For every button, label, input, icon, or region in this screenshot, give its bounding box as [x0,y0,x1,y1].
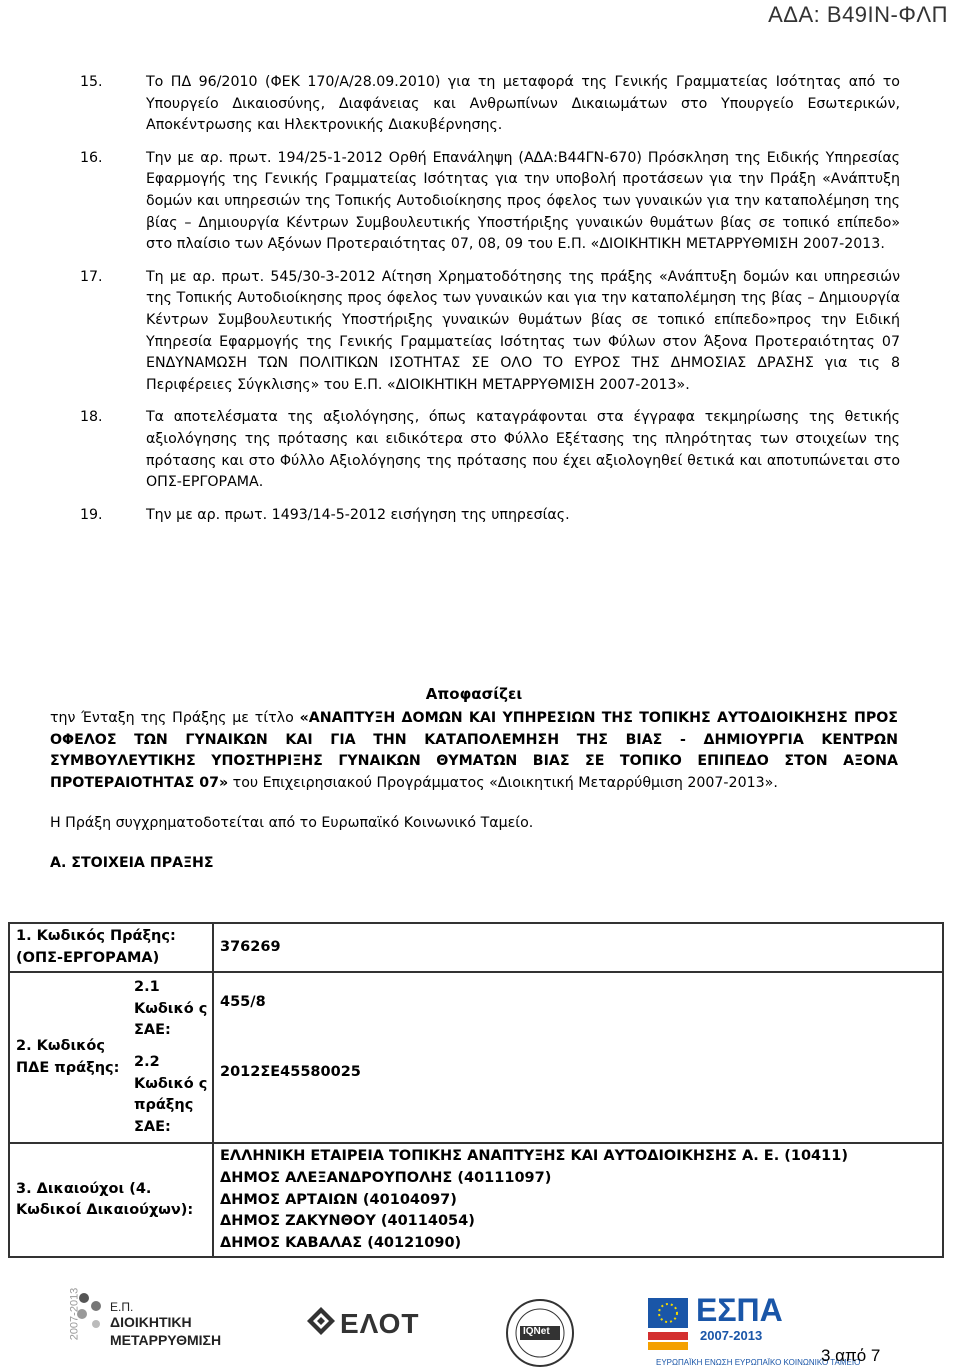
list-item [70,407,900,493]
beneficiary: ΔΗΜΟΣ ΑΡΤΑΙΩΝ (40104097) [220,1191,457,1208]
pde-code-label: 2. Κωδικός ΠΔΕ πράξης: [16,1038,120,1076]
espa-text: ΕΣΠΑ [696,1292,783,1328]
dioikitiki-metarrythmisi-logo [70,1278,270,1368]
item-number: 18. [80,409,103,426]
decision-pre: την Ένταξη της Πράξης με τίτλο [50,709,300,726]
elot-logo [306,1306,420,1340]
elot-emblem-icon [306,1306,336,1336]
action-details-table [8,922,944,1258]
decision-heading: Αποφασίζει [425,685,523,703]
action-code-value: 376269 [213,923,943,972]
item-text: Τα αποτελέσματα της αξιολόγησης, όπως καταγράφονται στα έγγραφα τεκμηρίωσης της θετικής αξιολόγησης της πρότασης και ειδικότερα στο Φύλλο Εξέτασης της πληρότητας των στοιχείων της πρότασης και στο Φύλλο Αξιολόγησης της πρότασης που έχει αξιολογηθεί θετικά και αποτυπώνεται στο ΟΠΣ-ΕΡΓΟΡΑΜΑ. [146,409,900,491]
action-code-label: 1. Κωδικός Πράξης: (ΟΠΣ-ΕΡΓΟΡΑΜΑ) [9,923,213,972]
considerations-list [70,72,900,537]
eu-flag-icon [644,1292,694,1354]
funding-note: Η Πράξη συγχρηματοδοτείται από το Ευρωπαϊκό Κοινωνικό Ταμείο. [50,814,534,831]
decision-body [50,708,898,795]
page-footer [0,1276,960,1372]
item-number: 19. [80,506,103,523]
sae-action-code-value: 2012ΣΕ45580025 [220,1063,361,1080]
dm-years: 2007-2013 [68,1287,81,1341]
page-number: 3 από 7 [821,1346,881,1365]
beneficiaries-label: 3. Δικαιούχοι (4. Κωδικοί Δικαιούχων): [9,1143,213,1257]
action-title: «ΑΝΑΠΤΥΞΗ ΔΟΜΩΝ ΚΑΙ ΥΠΗΡΕΣΙΩΝ ΤΗΣ ΤΟΠΙΚΗΣ ΑΥΤΟΔΙΟΙΚΗΣΗΣ ΠΡΟΣ ΟΦΕΛΟΣ ΤΩΝ ΓΥΝΑΙΚΩΝ ΚΑΙ ΓΙΑ ΤΗΝ ΚΑΤΑΠΟΛΕΜΗΣΗ ΤΗΣ ΒΙΑΣ - ΔΗΜΙΟΥΡΓΙΑ ΚΕΝΤΡΩΝ ΣΥΜΒΟΥΛΕΥΤΙΚΗΣ ΥΠΟΣΤΗΡΙΞΗΣ ΓΥΝΑΙΚΩΝ ΘΥΜΑΤΩΝ ΒΙΑΣ ΣΕ ΤΟΠΙΚΟ ΕΠΙΠΕΔΟ ΣΤΟΝ ΑΞΟΝΑ ΠΡΟΤΕΡΑΙΟΤΗΤΑΣ 07» [50,709,898,792]
item-text: Το ΠΔ 96/2010 (ΦΕΚ 170/Α/28.09.2010) για τη μεταφορά της Γενικής Γραμματείας Ισότητας από το Υπουργείο Δικαιοσύνης, Διαφάνειας και Ανθρωπίνων Δικαιωμάτων στο Υπουργείο Εσωτερικών, Αποκέντρωσης και Ηλεκτρονικής Διακυβέρνησης. [146,74,900,134]
item-text: Τη με αρ. πρωτ. 545/30-3-2012 Αίτηση Χρηματοδότησης της πράξης «Ανάπτυξη δομών και υπηρεσιών της Τοπικής Αυτοδιοίκησης προς όφελος των γυναικών και για την καταπολέμηση της βίας – Δημιουργία Κέντρων Συμβουλευτικής Υποστήριξης γυναικών θυμάτων βίας σε τοπικό επίπεδο»προς την Ειδική Υπηρεσία Εφαρμογής της Γενικής Γραμματείας Ισότητας των Φύλων στον Άξονα Προτεραιότητας 07 ΕΝΔΥΝΑΜΩΣΗ ΤΩΝ ΠΟΛΙΤΙΚΩΝ ΙΣΟΤΗΤΑΣ ΣΕ ΟΛΟ ΤΟ ΕΥΡΟΣ ΤΗΣ ΔΗΜΟΣΙΑΣ ΔΡΑΣΗΣ για τις 8 Περιφέρειες Σύγκλισης» του Ε.Π. «ΔΙΟΙΚΗΤΙΚΗ ΜΕΤΑΡΡΥΘΜΙΣΗ 2007-2013». [146,268,900,393]
table-row [9,923,943,972]
decision-post: του Επιχειρησιακού Προγράμματος «Διοικητική Μεταρρύθμιση 2007-2013». [228,775,778,792]
iqnet-text: IQNet [523,1326,550,1337]
sae-code-value: 455/8 [220,994,266,1011]
list-item [70,267,900,397]
item-text: Την με αρ. πρωτ. 1493/14-5-2012 εισήγηση της υπηρεσίας. [146,506,570,523]
beneficiary: ΔΗΜΟΣ ΚΑΒΑΛΑΣ (40121090) [220,1234,462,1251]
sae-code-label: 2.1 Κωδικό ς ΣΑΕ: [134,979,208,1039]
iqnet-certified-logo [505,1298,575,1372]
pde-sub-labels [132,973,212,1142]
beneficiary: ΔΗΜΟΣ ΑΛΕΞΑΝΔΡΟΥΠΟΛΗΣ (40111097) [220,1169,552,1186]
espa-years: 2007-2013 [700,1328,763,1343]
pde-code-inner [10,973,212,1142]
item-number: 15. [80,74,103,90]
dm-ep: Ε.Π. [110,1300,134,1314]
decision-section [50,684,898,875]
list-item [70,72,900,137]
table-row [9,972,943,1143]
section-heading: Α. ΣΤΟΙΧΕΙΑ ΠΡΑΞΗΣ [50,854,214,871]
beneficiary: ΔΗΜΟΣ ΖΑΚΥΝΘΟΥ (40114054) [220,1213,475,1230]
table-row [9,1143,943,1257]
item-number: 17. [80,268,103,285]
item-text: Την με αρ. πρωτ. 194/25-1-2012 Ορθή Επανάληψη (ΑΔΑ:Β44ΓΝ-670) Πρόσκληση της Ειδικής Υπηρεσίας Εφαρμογής της Γενικής Γραμματείας Ισότητας για την υποβολή προτάσεων για την Πράξη «Ανάπτυξη δομών και υπηρεσιών της Τοπικής Αυτοδιοίκησης προς όφελος των γυναικών για την καταπολέμηση της βίας – Δημιουργία Κέντρων Συμβουλευτικής Υποστήριξης γυναικών θυμάτων βίας σε τοπικό επίπεδο» στο πλαίσιο των Αξόνων Προτεραιότητας 07, 08, 09 του Ε.Π. «ΔΙΟΙΚΗΤΙΚΗ ΜΕΤΑΡΡΥΘΜΙΣΗ 2007-2013. [146,149,900,253]
ada-code: ΑΔΑ: Β49ΙΝ-ΦΛΠ [768,2,948,27]
dm-line2: ΜΕΤΑΡΡΥΘΜΙΣΗ [110,1332,222,1348]
item-number: 16. [80,149,103,166]
pde-code-cell [9,972,213,1143]
list-item [70,148,900,256]
pde-code-values [213,972,943,1143]
beneficiary: ΕΛΛΗΝΙΚΗ ΕΤΑΙΡΕΙΑ ΤΟΠΙΚΗΣ ΑΝΑΠΤΥΞΗΣ ΚΑΙ ΑΥΤΟΔΙΟΙΚΗΣΗΣ Α. Ε. (10411) [220,1148,848,1165]
sae-action-code-label: 2.2 Κωδικό ς πράξης ΣΑΕ: [134,1053,208,1135]
dm-line1: ΔΙΟΙΚΗΤΙΚΗ [110,1314,192,1330]
list-item [70,505,900,527]
elot-text: ΕΛΟΤ [340,1308,420,1339]
beneficiaries-list [213,1143,943,1257]
espa-tagline: ΕΥΡΩΠΑΪΚΗ ΕΝΩΣΗ ΕΥΡΩΠΑΪΚΟ ΚΟΙΝΩΝΙΚΟ ΤΑΜΕΙΟ [656,1358,861,1367]
